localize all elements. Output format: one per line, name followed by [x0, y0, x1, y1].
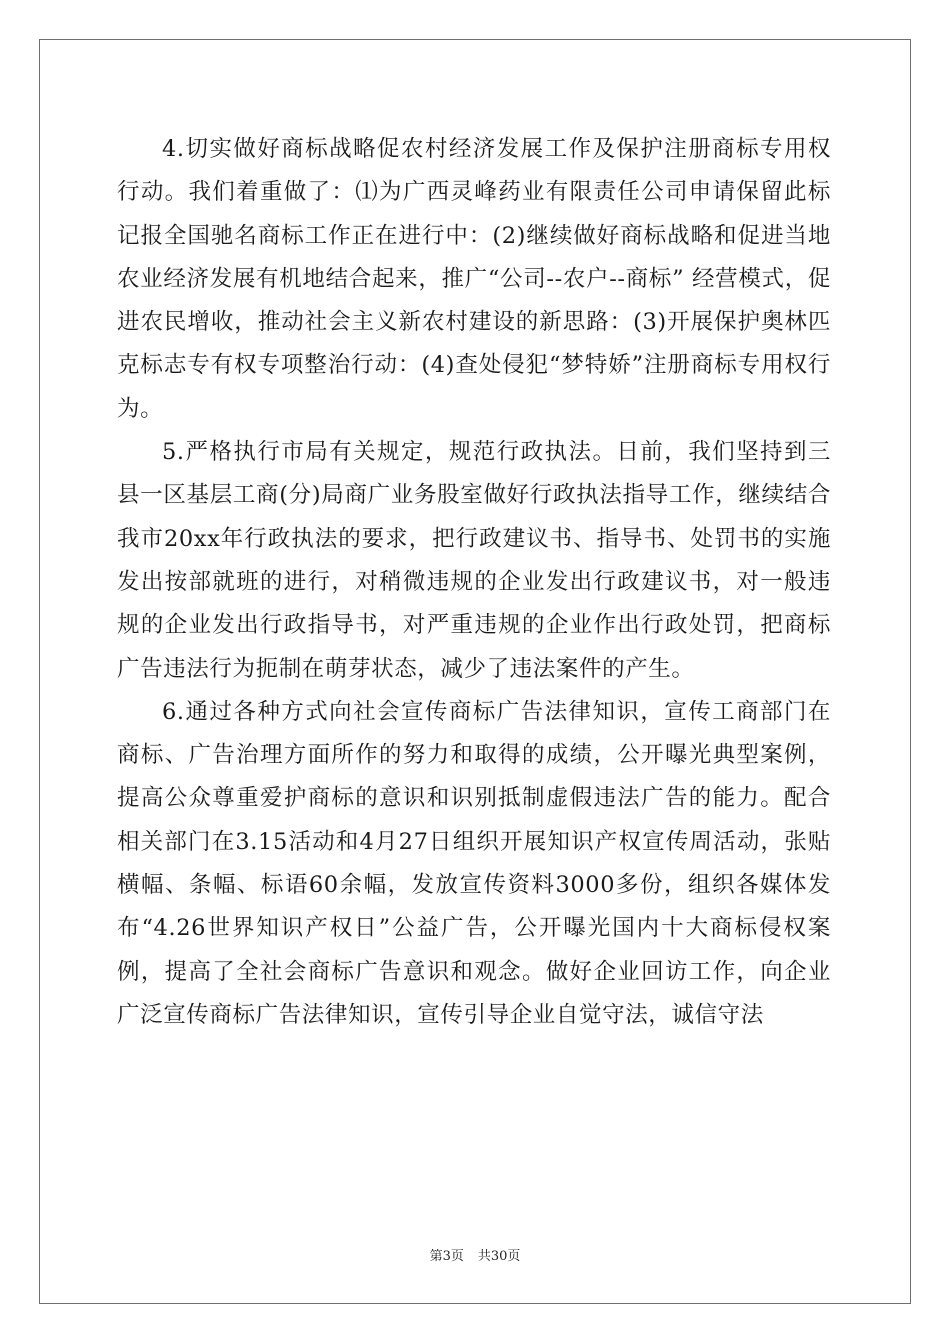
- paragraph-4: 4.切实做好商标战略促农村经济发展工作及保护注册商标专用权行动。我们着重做了：⑴为广西灵峰药业有限责任公司申请保留此标记报全国驰名商标工作正在进行中：(2)继续做好商标战略和促进当地农业经济发展有机地结合起来，推广“公司--农户--商标” 经营模式，促进农民增收，推动社会主义新农村建设的新思路：(3)开展保护奥林匹克标志专有权专项整治行动：(4)查处侵犯“梦特娇”注册商标专用权行为。: [117, 136, 831, 422]
- page-footer: [0, 1245, 950, 1264]
- document-body: [117, 128, 831, 1037]
- paragraph-5: 5.严格执行市局有关规定，规范行政执法。日前，我们坚持到三县一区基层工商(分)局商广业务股室做好行政执法指导工作，继续结合我市20xx年行政执法的要求，把行政建议书、指导书、处罚书的实施发出按部就班的进行，对稍微违规的企业发出行政建议书，对一般违规的企业发出行政指导书，对严重违规的企业作出行政处罚，把商标广告违法行为扼制在萌芽状态，减少了违法案件的产生。: [117, 439, 831, 682]
- paragraph-6: 6.通过各种方式向社会宣传商标广告法律知识，宣传工商部门在商标、广告治理方面所作的努力和取得的成绩，公开曝光典型案例，提高公众尊重爱护商标的意识和识别抵制虚假违法广告的能力。配合相关部门在3.15活动和4月27日组织开展知识产权宣传周活动，张贴横幅、条幅、标语60余幅，发放宣传资料3000多份，组织各媒体发布“4.26世界知识产权日”公益广告，公开曝光国内十大商标侵权案例，提高了全社会商标广告意识和观念。做好企业回访工作，向企业广泛宣传商标广告法律知识，宣传引导企业自觉守法，诚信守法: [117, 698, 831, 1028]
- total-pages: 共30页: [477, 1249, 521, 1264]
- current-page-number: 第3页: [429, 1249, 464, 1264]
